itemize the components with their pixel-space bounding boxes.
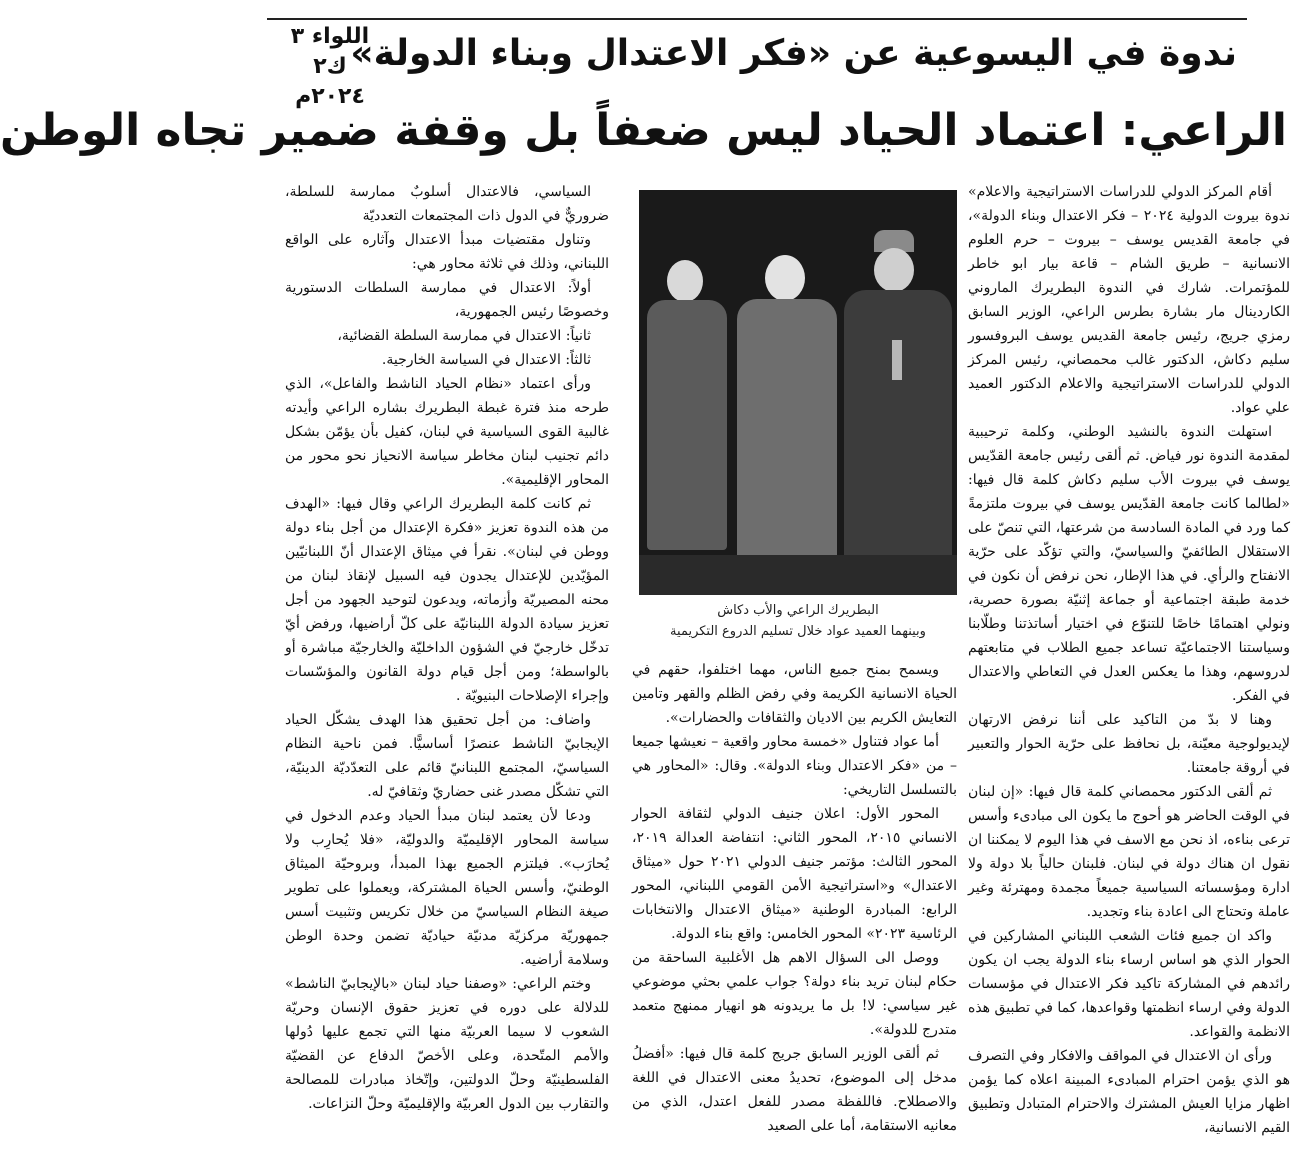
paragraph: المحور الأول: اعلان جنيف الدولي لثقافة الحوار الانساني ٢٠١٥، المحور الثاني: انتفاضة العدالة ٢٠١٩، المحور الثالث: مؤتمر جنيف الدولي ٢٠٢١ حول «ميثاق الاعتدال» و«استراتيجية الأمن القومي اللبناني، المحور الرابع: المبادرة الوطنية «ميثاق الاعتدال والانتخابات الرئاسية ٢٠٢٣» المحور الخامس: واقع بناء الدولة. [632,806,957,942]
paragraph: ثم كانت كلمة البطريرك الراعي وقال فيها: «الهدف من هذه الندوة تعزيز «فكرة الإعتدال من أجل بناء دولة ووطن في لبنان». نقرأ في ميثاق الإعتدال أنّ اللبنانيّين المؤيّدين للإعتدال يجدون فيه السبيل لإنقاذ لبنان من محنه المصيريّة وأزماته، ويدعون لتوحيد الجهود من أجل تعزيز سيادة الدولة اللبنانيّة على كلّ أراضيها، ورفض أيّ تدخّل خارجيّ في الشؤون الداخليّة والخارجيّة مباشرة أو بالواسطة؛ ومن أجل قيام دولة القانون والمؤسّسات وإجراء الإصلاحات البنيويّة . [285,496,609,704]
person-patriarch-figure [844,230,952,595]
paragraph: ثم ألقى الوزير السابق جريج كلمة قال فيها: «أفضلُ مدخل إلى الموضوع، تحديدُ معنى الاعتدال في اللغة والاصطلاح. فاللفظة مصدر للفعل اعتدل، الذي من معانيه الاستقامة، أما على الصعيد [632,1046,957,1134]
person-center-figure [737,255,837,575]
stage-floor [639,555,957,595]
photo-caption [639,600,957,642]
main-headline: الراعي: اعتماد الحياد ليس ضعفاً بل وقفة ضمير تجاه الوطن [0,105,1287,156]
paragraph: أقام المركز الدولي للدراسات الاستراتيجية والاعلام» ندوة بيروت الدولية ٢٠٢٤ – فكر الاعتدال وبناء الدولة»، في جامعة القديس يوسف – بيروت – حرم العلوم الانسانية – طريق الشام – قاعة بيار ابو خاطر للمؤتمرات. شارك في الندوة البطريرك الماروني الكاردينال مار بشارة بطرس الراعي، الوزير السابق رمزي جريج، رئيس جامعة القديس يوسف البروفسور سليم دكاش، الدكتور غالب محمصاني، رئيس المركز الدولي للدراسات الاستراتيجية والاعلام الدكتور العميد علي عواد. [968,184,1290,416]
paragraph: ويسمح بمنح جميع الناس، مهما اختلفوا، حقهم في الحياة الانسانية الكريمة وفي رفض الظلم والقهر وتامين التعايش الكريم بين الاديان والثقافات والحضارات». [632,662,957,726]
caption-line-1: البطريرك الراعي والأب دكاش [717,603,879,618]
article-column-middle [632,658,957,1156]
article-column-left [285,180,609,1156]
paragraph: وتناول مقتضيات مبدأ الاعتدال وآثاره على الواقع اللبناني، وذلك في ثلاثة محاور هي: [285,232,609,272]
paragraph: ثم ألقى الدكتور محمصاني كلمة قال فيها: «إن لبنان في الوقت الحاضر هو أحوج ما يكون الى مبادىء وأسس ترعى بناءه، اذ نحن مع الاسف في هذا اليوم لا يمكننا ان نقول ان هناك دولة في لبنان. فلبنان حالياً بلا دولة ولا ادارة ومؤسساته السياسية جميعاً مجمدة ومهترئة وغير عاملة وتحتاج الى اعادة بناء وتجديد. [968,784,1290,920]
paragraph: ثانياً: الاعتدال في ممارسة السلطة القضائية، [337,328,591,344]
masthead [0,0,1308,180]
paragraph: ووصل الى السؤال الاهم هل الأغلبية الساحقة من حكام لبنان تريد بناء دولة؟ جواب علمي بحثي موضوعي غير سياسي: لا! بل ما يريدونه هو انهيار ممنهج متعمد متدرج للدولة». [632,950,957,1038]
date-line-1: اللواء ٣ ك٢ [290,24,370,79]
paragraph: استهلت الندوة بالنشيد الوطني، وكلمة ترحيبية لمقدمة الندوة نور فياض. ثم ألقى رئيس جامعة القدّيس يوسف في بيروت الأب سليم دكاش كلمة قال فيها: «لطالما كانت جامعة القدّيس يوسف في بيروت ملتزمةً كما ورد في المادة السادسة من شرعتها، التي تنصّ على الاستقلال الطائفيّ والسياسيّ، والتي تؤكّد على حرّية الانفتاح والرأي. في هذا الإطار، نحن نرفض أن نكون في خدمة طبقة اجتماعية أو جماعة إثنيّة بصورة حصرية، ونولي اهتمامًا خاصًا للتنوّع في اختيار أساتذتنا وطلّابنا وسياستنا الاجتماعيّة تساعد جميع الطلاب في متابعتهم لدروسهم، وهذا ما يعكس العدل في التعاطي والاعتدال في الفكر. [968,424,1290,704]
paragraph: ورأى اعتماد «نظام الحياد الناشط والفاعل»، الذي طرحه منذ فترة غبطة البطريرك بشاره الراعي وأيدته غالبية القوى السياسية في لبنان، كفيل بأن يؤمّن بشكل دائم تجنيب لبنان مخاطر سياسة الانحياز نحو محور من المحاور الإقليمية». [285,376,609,488]
paragraph: واكد ان جميع فئات الشعب اللبناني المشاركين في الحوار الذي هو اساس ارساء بناء الدولة يجب ان يكون رائدهم في المشاركة تاكيد فكر الاعتدال في مؤسسات الدولة وفي ارساء انظمتها وقواعدها، كما في تطبيق هذه الانظمة والقواعد. [968,928,1290,1040]
paragraph: وهنا لا بدّ من التاكيد على أننا نرفض الارتهان لإيديولوجية معيّنة، بل نحافظ على حرّية الحوار والتعبير في أروقة جامعتنا. [968,712,1290,776]
paragraph: السياسي، فالاعتدال أسلوبٌ ممارسة للسلطة، ضروريٌّ في الدول ذات المجتمعات التعدديّة [285,184,609,224]
paragraph: ثالثاً: الاعتدال في السياسة الخارجية. [381,352,591,368]
paragraph: ورأى ان الاعتدال في المواقف والافكار وفي التصرف هو الذي يؤمن احترام المبادىء المبينة اعلاه كما يؤمن اظهار مزايا العيش المشترك والاحترام المتبادل وتطبيق القيم الانسانية، [968,1048,1290,1136]
paragraph: أما عواد فتناول «خمسة محاور واقعية – نعيشها جميعا – من «فكر الاعتدال وبناء الدولة». وقال: «المحاور هي بالتسلسل التاريخي: [632,734,957,798]
date-line-2: ٢٠٢٤م [295,84,365,109]
paragraph: واضاف: من أجل تحقيق هذا الهدف يشكّل الحياد الإيجابيّ الناشط عنصرًا أساسيًّا. فمن ناحية النظام السياسيّ، المجتمع اللبنانيّ قائم على التعدّديّة الدينيّة، التي تشكّل مصدر غنى حضاريّ وثقافيّ له. [285,712,609,800]
paragraph: وختم الراعي: «وصفنا حياد لبنان «بالإيجابيّ الناشط» للدلالة على دوره في تعزيز حقوق الإنسان وحريّة الشعوب لا سيما العربيّة منها التي تجمع عليها دُولها والأمم المتّحدة، وعلى الأخصّ الدفاع عن القضيّة الفلسطينيّة وحلّ الدولتين، وإتّخاذ مبادرات للمصالحة والتقارب بين الدول العربيّة والإقليميّة وحلّ النزاعات. [285,976,609,1112]
paragraph: ودعا لأن يعتمد لبنان مبدأ الحياد وعدم الدخول في سياسة المحاور الإقليميّة والدوليّة، «فلا يُحارِب ولا يُحارَب». فيلتزم الجميع بهذا المبدأ، وبروحيّة الميثاق الوطنيّ، وأسس الحياة المشتركة، ويعملوا على تطوير صيغة النظام السياسيّ من خلال تكريس وتثبيت أسس جمهوريّة مركزيّة مدنيّة حياديّة تضمن وحدة الوطن وسلامة أراضيه. [285,808,609,968]
paragraph: أولاً: الاعتدال في ممارسة السلطات الدستورية وخصوصًا رئيس الجمهورية، [285,280,609,320]
person-priest-figure [647,260,727,550]
article-column-right [968,180,1290,1156]
event-photo [639,190,957,595]
caption-line-2: وبينهما العميد عواد خلال تسليم الدروع التكريمية [670,624,926,639]
kicker-headline: ندوة في اليسوعية عن «فكر الاعتدال وبناء الدولة» [350,33,1237,74]
top-rule [267,18,1247,20]
